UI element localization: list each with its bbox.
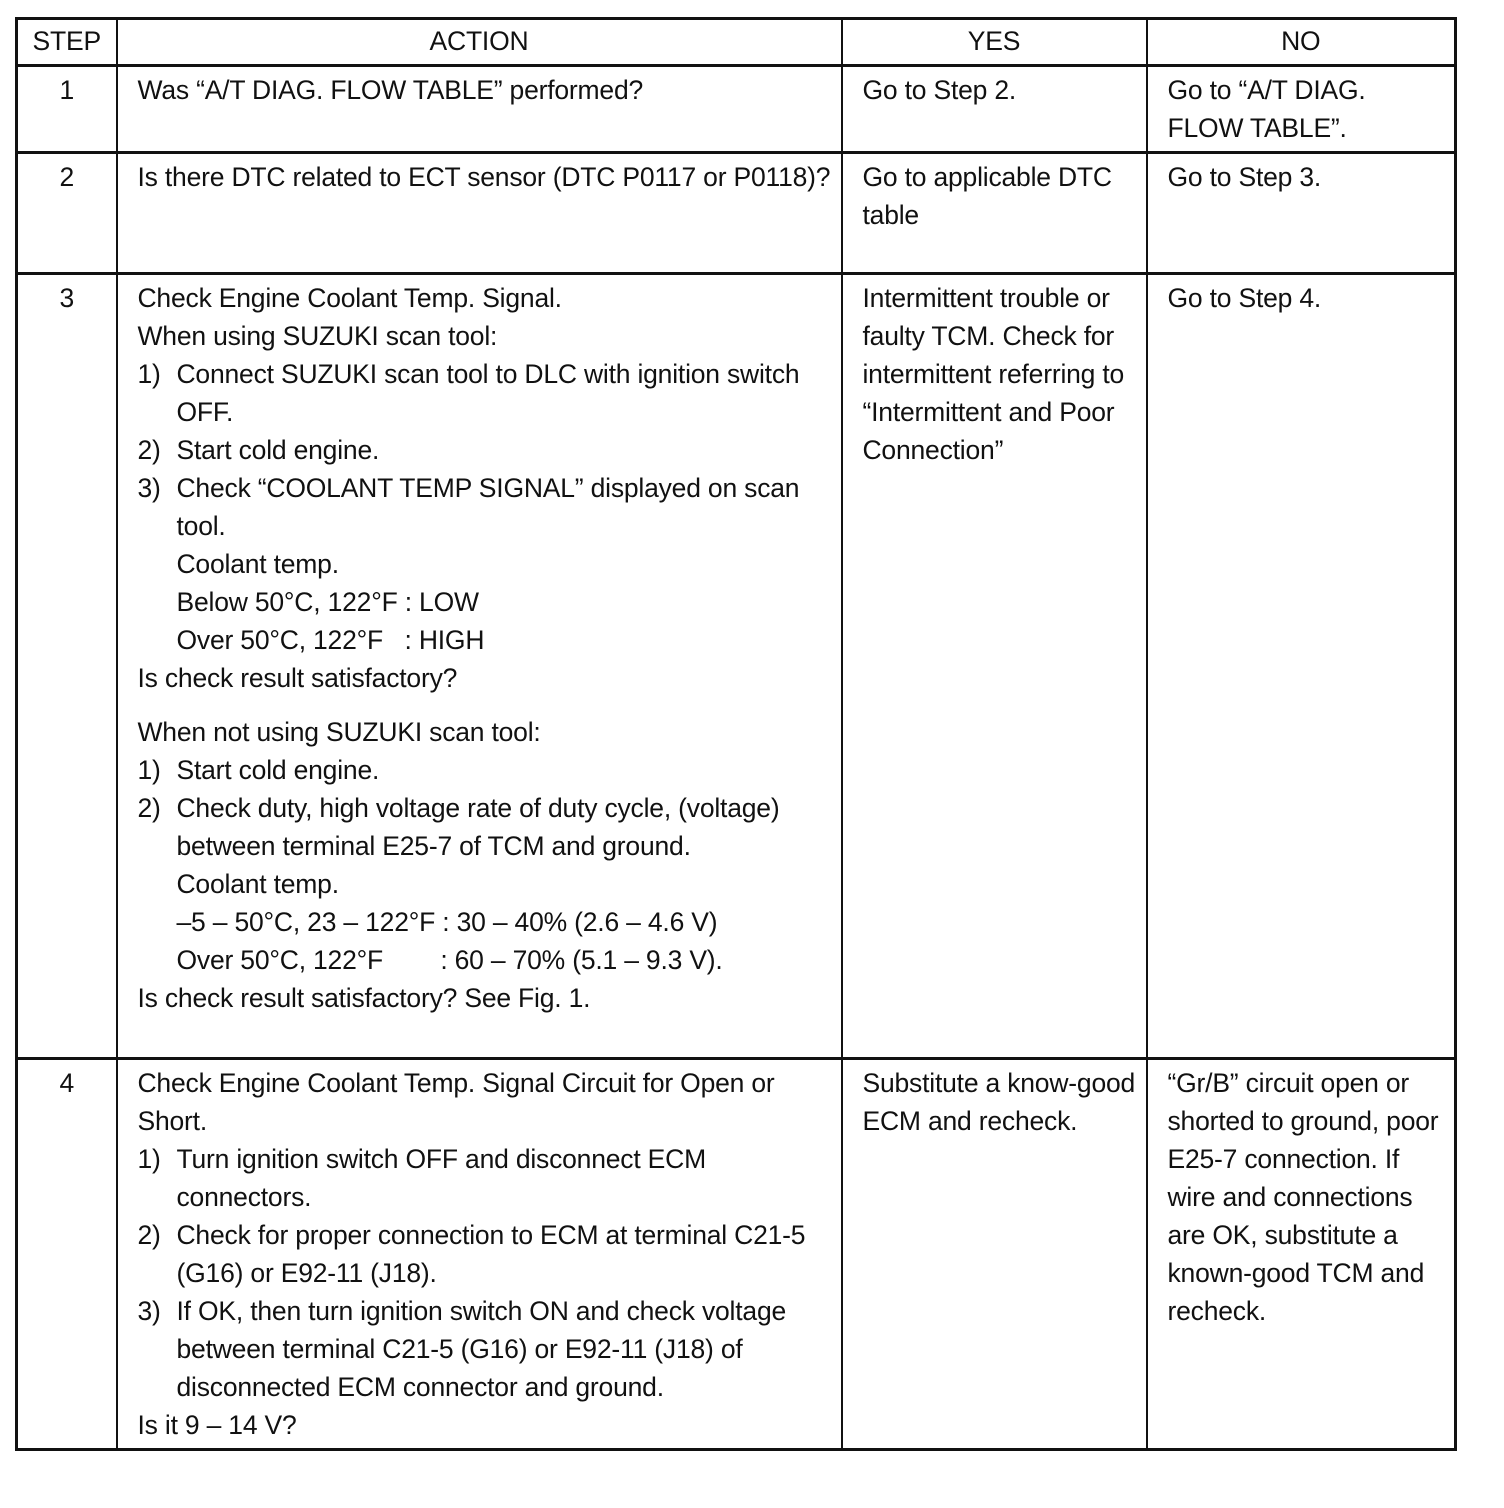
action-title: Check Engine Coolant Temp. Signal. [137,283,562,313]
yes-cell [842,66,1147,153]
procedure-item [138,789,833,865]
item-text: Turn ignition switch OFF and disconnect ECM connectors. [176,1144,706,1212]
no-text: Go to “A/T DIAG. FLOW TABLE”. [1167,75,1366,143]
yes-text: Intermittent trouble or faulty TCM. Check for intermittent referring to “Intermittent and Poor Connection” [862,283,1125,465]
check-question: Is check result satisfactory? See Fig. 1. [137,983,591,1013]
header-yes: YES [842,19,1147,66]
duty-range-spec: Over 50°C, 122°F : 60 – 70% (5.1 – 9.3 V). [176,945,723,975]
item-text: Check duty, high voltage rate of duty cycle, (voltage) between terminal E25-7 of TCM and ground. [176,793,780,861]
procedure-item [138,751,833,789]
scan-tool-heading: When using SUZUKI scan tool: [137,321,498,351]
no-cell [1147,153,1456,274]
table-row [17,274,1456,1059]
check-question: Is check result satisfactory? [137,663,458,693]
action-cell [117,274,842,1059]
action-cell [117,153,842,274]
item-number: 3) [137,473,161,503]
table-row [17,153,1456,274]
procedure-item [138,469,833,545]
coolant-temp-label: Coolant temp. [176,549,339,579]
action-text: Was “A/T DIAG. FLOW TABLE” performed? [137,75,644,105]
item-text: Start cold engine. [176,755,380,785]
check-question: Is it 9 – 14 V? [137,1410,297,1440]
action-text: Is there DTC related to ECT sensor (DTC P0117 or P0118)? [137,162,831,192]
item-text: Check “COOLANT TEMP SIGNAL” displayed on scan tool. [176,473,800,541]
coolant-temp-label: Coolant temp. [176,869,339,899]
procedure-item [138,1216,833,1292]
yes-cell [842,274,1147,1059]
yes-cell [842,153,1147,274]
action-title: Check Engine Coolant Temp. Signal Circuit for Open or Short. [137,1068,775,1136]
yes-text: Substitute a know-good ECM and recheck. [862,1068,1136,1136]
item-number: 1) [137,755,161,785]
item-text: Check for proper connection to ECM at terminal C21-5 (G16) or E92-11 (J18). [176,1220,806,1288]
coolant-low-spec: Below 50°C, 122°F : LOW [176,587,479,617]
header-row [17,19,1456,66]
step-number: 1 [17,66,117,153]
item-number: 3) [137,1296,161,1326]
item-number: 2) [137,1220,161,1250]
header-action: ACTION [117,19,842,66]
item-text: Connect SUZUKI scan tool to DLC with ignition switch OFF. [176,359,800,427]
no-text: “Gr/B” circuit open or shorted to ground, poor E25-7 connection. If wire and connections are OK, substitute a known-good TCM and recheck. [1167,1068,1439,1326]
procedure-item [138,431,833,469]
duty-range-spec: –5 – 50°C, 23 – 122°F : 30 – 40% (2.6 – 4.6 V) [176,907,718,937]
no-cell [1147,274,1456,1059]
no-cell [1147,1059,1456,1450]
item-text: Start cold engine. [176,435,380,465]
item-number: 1) [137,1144,161,1174]
action-cell [117,66,842,153]
procedure-item [138,355,833,431]
step-number: 2 [17,153,117,274]
diagnostic-table [15,17,1457,1451]
yes-text: Go to applicable DTC table [862,162,1112,230]
action-cell [117,1059,842,1450]
header-step: STEP [17,19,117,66]
coolant-high-spec: Over 50°C, 122°F : HIGH [176,625,485,655]
yes-cell [842,1059,1147,1450]
procedure-item [138,1292,833,1406]
item-number: 2) [137,435,161,465]
step-number: 3 [17,274,117,1059]
yes-text: Go to Step 2. [862,75,1017,105]
spacer [138,697,833,713]
no-text: Go to Step 4. [1167,283,1322,313]
no-scan-tool-heading: When not using SUZUKI scan tool: [137,717,541,747]
no-text: Go to Step 3. [1167,162,1322,192]
item-number: 1) [137,359,161,389]
procedure-item [138,1140,833,1216]
table-row [17,1059,1456,1450]
table-row [17,66,1456,153]
item-text: If OK, then turn ignition switch ON and check voltage between terminal C21-5 (G16) or E92-11 (J18) of disconnected ECM connector and ground. [176,1296,787,1402]
no-cell [1147,66,1456,153]
step-number: 4 [17,1059,117,1450]
item-number: 2) [137,793,161,823]
header-no: NO [1147,19,1456,66]
